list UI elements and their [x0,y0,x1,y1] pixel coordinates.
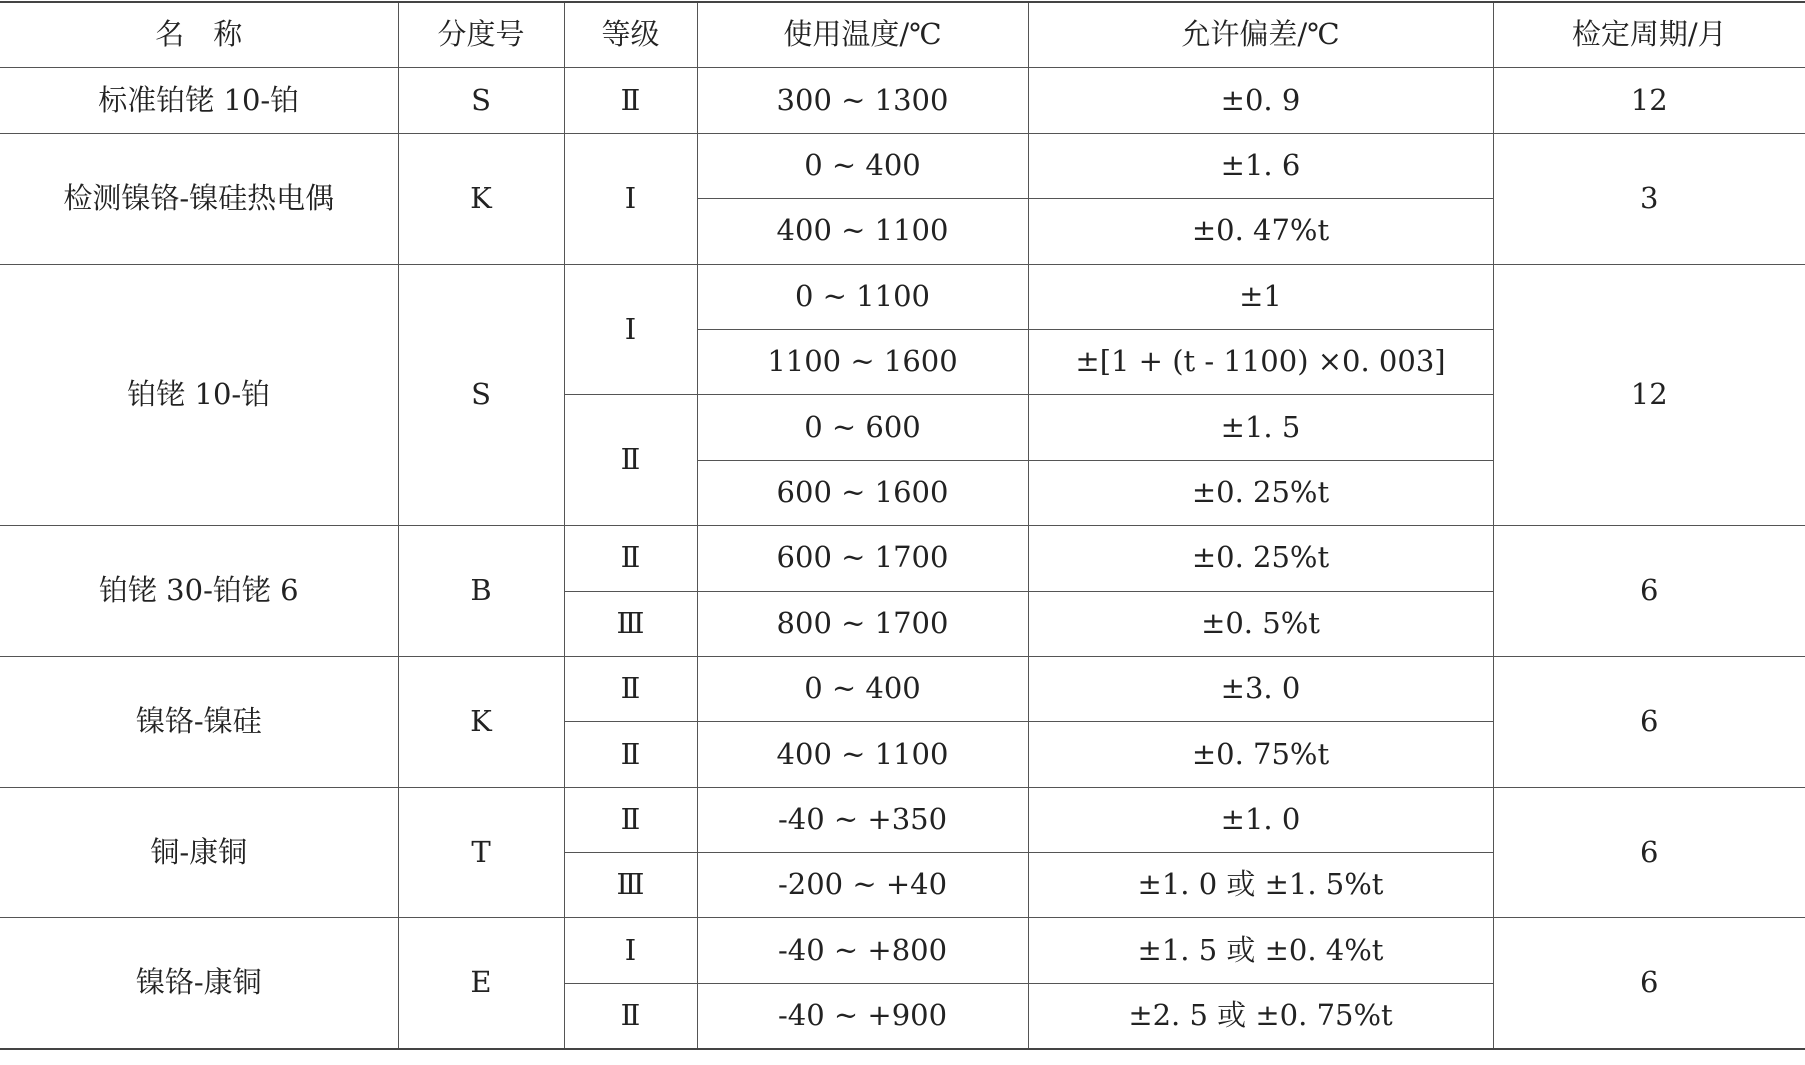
header-name: 名 称 [0,2,398,68]
table-row [0,526,1805,591]
temp-range-cell: 300 ~ 1300 [697,68,1028,133]
graduation-code: S [398,68,564,133]
tolerance-cell: ±0. 25%t [1028,526,1493,591]
temp-range-cell: 0 ~ 400 [697,133,1028,198]
thermocouple-name: 标准铂铑 10-铂 [0,68,398,133]
temp-range-cell: 400 ~ 1100 [697,722,1028,787]
header-grade: 等级 [564,2,697,68]
tolerance-cell: ±0. 5%t [1028,591,1493,656]
grade-cell: Ⅱ [564,787,697,852]
thermocouple-name: 铜-康铜 [0,787,398,918]
graduation-code: K [398,656,564,787]
period-cell: 12 [1493,264,1805,526]
tolerance-cell: ±0. 9 [1028,68,1493,133]
grade-cell: Ⅱ [564,983,697,1049]
header-tolerance: 允许偏差/℃ [1028,2,1493,68]
tolerance-cell: ±1. 6 [1028,133,1493,198]
thermocouple-name: 镍铬-镍硅 [0,656,398,787]
table-row [0,68,1805,133]
table-row [0,787,1805,852]
table-row [0,918,1805,983]
grade-cell: Ⅱ [564,68,697,133]
tolerance-cell: ±1. 5 [1028,395,1493,460]
temp-range-cell: 0 ~ 400 [697,656,1028,721]
table-body [0,68,1805,1049]
grade-cell: Ⅰ [564,264,697,395]
temp-range-cell: -40 ~ +350 [697,787,1028,852]
temp-range-cell: -40 ~ +900 [697,983,1028,1049]
thermocouple-name: 铂铑 30-铂铑 6 [0,526,398,657]
graduation-code: K [398,133,564,264]
header-graduation: 分度号 [398,2,564,68]
period-cell: 6 [1493,918,1805,1049]
period-cell: 6 [1493,787,1805,918]
temp-range-cell: 600 ~ 1700 [697,526,1028,591]
grade-cell: Ⅰ [564,918,697,983]
table-header [0,2,1805,68]
header-period: 检定周期/月 [1493,2,1805,68]
tolerance-cell: ±2. 5 或 ±0. 75%t [1028,983,1493,1049]
temp-range-cell: 0 ~ 1100 [697,264,1028,329]
temp-range-cell: 800 ~ 1700 [697,591,1028,656]
graduation-code: S [398,264,564,526]
temp-range-cell: 400 ~ 1100 [697,199,1028,264]
period-cell: 12 [1493,68,1805,133]
table-row [0,656,1805,721]
grade-cell: Ⅰ [564,133,697,264]
period-cell: 3 [1493,133,1805,264]
tolerance-cell: ±0. 75%t [1028,722,1493,787]
temp-range-cell: 0 ~ 600 [697,395,1028,460]
graduation-code: B [398,526,564,657]
grade-cell: Ⅲ [564,853,697,918]
header-row [0,2,1805,68]
tolerance-cell: ±1. 0 或 ±1. 5%t [1028,853,1493,918]
thermocouple-name: 镍铬-康铜 [0,918,398,1049]
temp-range-cell: 600 ~ 1600 [697,460,1028,525]
grade-cell: Ⅲ [564,591,697,656]
tolerance-cell: ±1. 0 [1028,787,1493,852]
grade-cell: Ⅱ [564,656,697,721]
tolerance-cell: ±0. 25%t [1028,460,1493,525]
thermocouple-table [0,1,1805,1050]
tolerance-cell: ±1 [1028,264,1493,329]
grade-cell: Ⅱ [564,395,697,526]
tolerance-cell: ±[1 + (t - 1100) ×0. 003] [1028,329,1493,394]
period-cell: 6 [1493,656,1805,787]
tolerance-cell: ±0. 47%t [1028,199,1493,264]
temp-range-cell: -40 ~ +800 [697,918,1028,983]
period-cell: 6 [1493,526,1805,657]
table-row [0,264,1805,329]
tolerance-cell: ±1. 5 或 ±0. 4%t [1028,918,1493,983]
thermocouple-name: 铂铑 10-铂 [0,264,398,526]
temp-range-cell: 1100 ~ 1600 [697,329,1028,394]
grade-cell: Ⅱ [564,526,697,591]
graduation-code: T [398,787,564,918]
grade-cell: Ⅱ [564,722,697,787]
table-row [0,133,1805,198]
header-temp-range: 使用温度/℃ [697,2,1028,68]
tolerance-cell: ±3. 0 [1028,656,1493,721]
temp-range-cell: -200 ~ +40 [697,853,1028,918]
thermocouple-name: 检测镍铬-镍硅热电偶 [0,133,398,264]
graduation-code: E [398,918,564,1049]
